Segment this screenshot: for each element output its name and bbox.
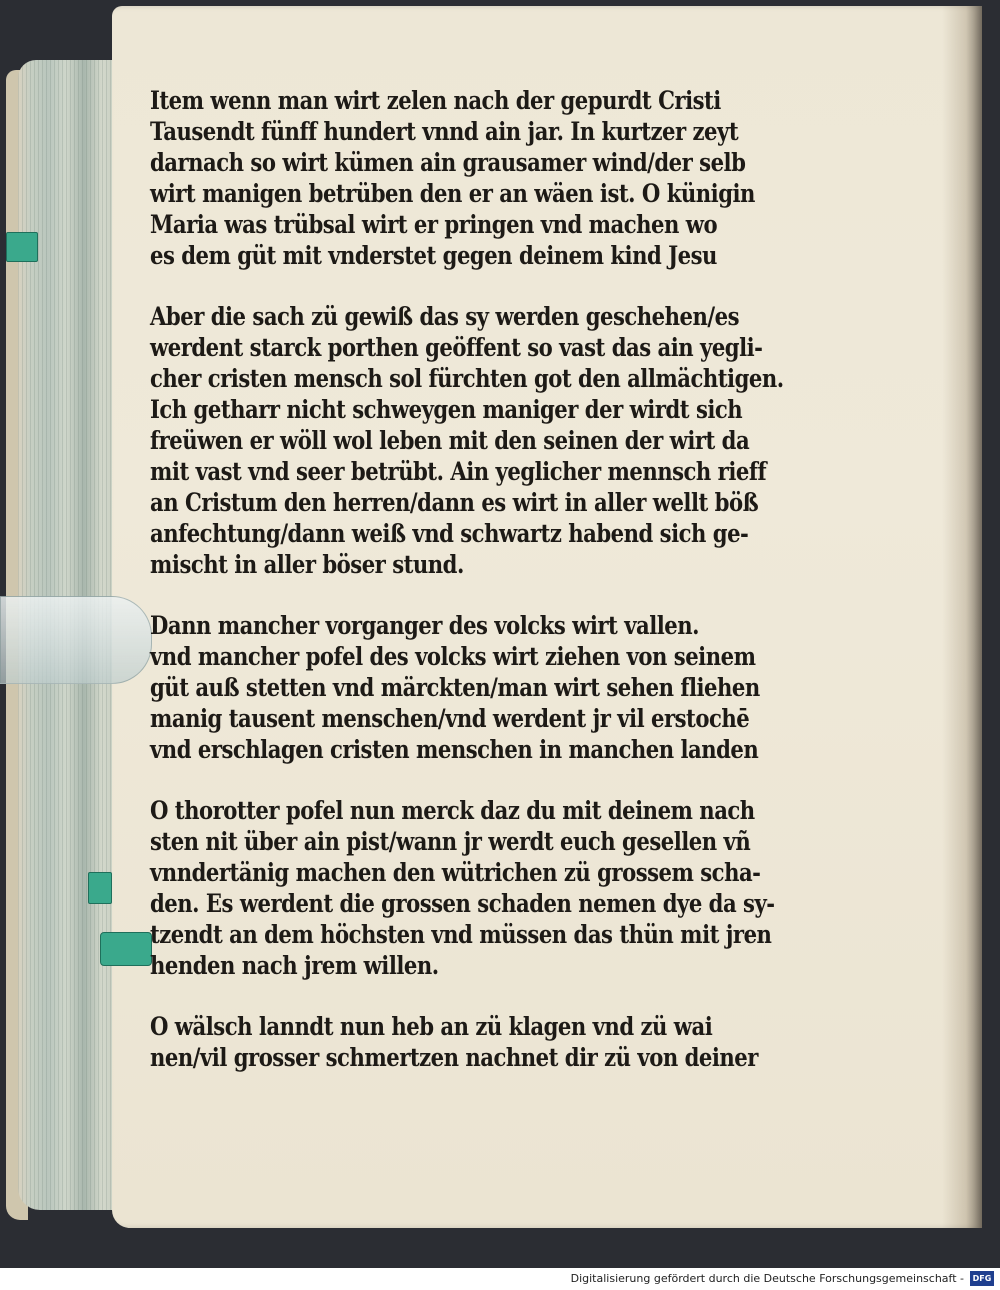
text-line: vnndertänig machen den wütrichen zü grossem scha- (150, 858, 761, 888)
dfg-logo: DFG (970, 1271, 994, 1286)
text-line: O wälsch lanndt nun heb an zü klagen vnd zü wai (150, 1012, 713, 1042)
bookmark-tab (88, 872, 112, 904)
text-line: Ich getharr nicht schweygen maniger der wirdt sich (150, 395, 743, 425)
text-line: Dann mancher vorganger des volcks wirt vallen. (150, 611, 700, 641)
text-line: vnd mancher pofel des volcks wirt ziehen von seinem (150, 642, 756, 672)
page-gutter-shadow (942, 6, 982, 1228)
text-line: manig tausent menschen/vnd werdent jr vil erstochē (150, 704, 750, 734)
bookmark-tab (100, 932, 152, 966)
paragraph (150, 302, 920, 581)
text-line: an Cristum den herren/dann es wirt in aller wellt böß (150, 488, 759, 518)
text-line: wirt manigen betrüben den er an wäen ist. O künigin (150, 179, 755, 209)
text-line: werdent starck porthen geöffent so vast das ain yegli- (150, 333, 763, 363)
text-line: henden nach jrem willen. (150, 951, 439, 981)
page-text (150, 86, 920, 1104)
funding-credit: Digitalisierung gefördert durch die Deutsche Forschungsgemeinschaft - (570, 1272, 964, 1285)
text-line: vnd erschlagen cristen menschen in manchen landen (150, 735, 759, 765)
text-line: Item wenn man wirt zelen nach der gepurdt Cristi (150, 86, 721, 116)
text-line: den. Es werdent die grossen schaden nemen dye da sy- (150, 889, 775, 919)
paragraph (150, 86, 920, 272)
text-line: Maria was trübsal wirt er pringen vnd machen wo (150, 210, 718, 240)
text-line: anfechtung/dann weiß vnd schwartz habend sich ge- (150, 519, 749, 549)
text-line: güt auß stetten vnd märckten/man wirt sehen fliehen (150, 673, 760, 703)
paragraph (150, 796, 920, 982)
text-line: mischt in aller böser stund. (150, 550, 464, 580)
paragraph (150, 1012, 920, 1074)
text-line: nen/vil grosser schmertzen nachnet dir zü von deiner (150, 1043, 758, 1073)
text-line: cher cristen mensch sol fürchten got den allmächtigen. (150, 364, 784, 394)
text-line: tzendt an dem höchsten vnd müssen das thün mit jren (150, 920, 772, 950)
text-line: sten nit über ain pist/wann jr werdt euch gesellen vñ (150, 827, 751, 857)
text-line: O thorotter pofel nun merck daz du mit deinem nach (150, 796, 755, 826)
text-line: es dem güt mit vnderstet gegen deinem kind Jesu (150, 241, 717, 271)
bookmark-tab (6, 232, 38, 262)
page-clip (0, 596, 152, 684)
text-line: mit vast vnd seer betrübt. Ain yeglicher mennsch rieff (150, 457, 767, 487)
text-line: freüwen er wöll wol leben mit den seinen der wirt da (150, 426, 750, 456)
text-line: Aber die sach zü gewiß das sy werden geschehen/es (150, 302, 740, 332)
footer-bar (0, 1268, 1000, 1290)
paragraph (150, 611, 920, 766)
text-line: darnach so wirt kümen ain grausamer wind/der selb (150, 148, 746, 178)
text-line: Tausendt fünff hundert vnnd ain jar. In kurtzer zeyt (150, 117, 739, 147)
